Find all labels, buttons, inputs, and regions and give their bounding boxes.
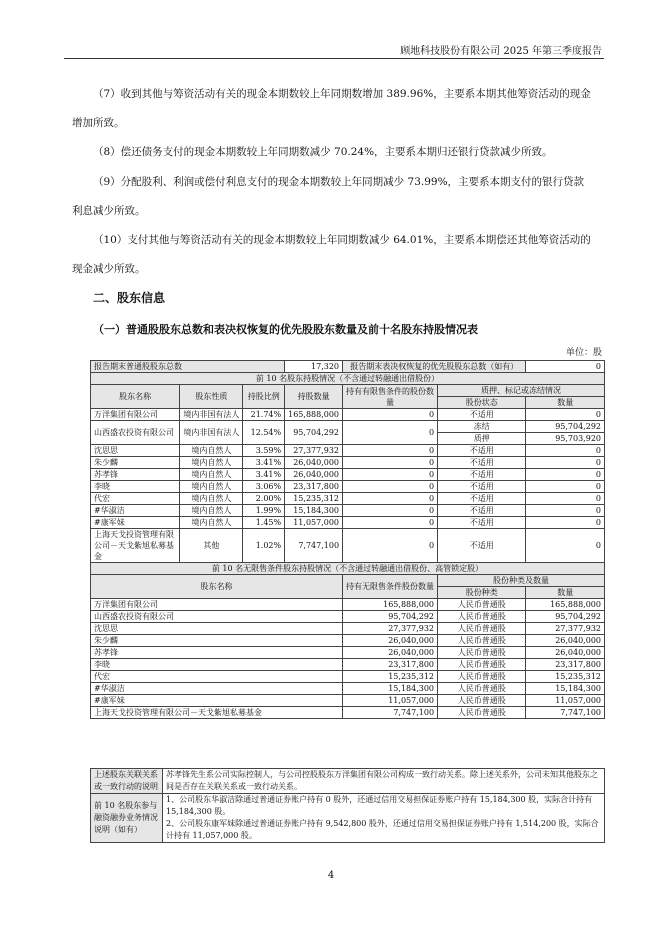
cell-nature: 境内自然人 (180, 505, 243, 517)
cell-nature: 境内非国有法人 (180, 409, 243, 421)
cell-name: 沈思思 (91, 623, 343, 635)
shareholder-table (90, 360, 605, 719)
cell-amount: 27,377,932 (285, 445, 343, 457)
cell-qty: 0 (526, 517, 605, 529)
cell-name: 万洋集团有限公司 (91, 409, 180, 421)
table-row (91, 695, 605, 707)
cell-nature: 境内自然人 (180, 469, 243, 481)
cell-status: 不适用 (438, 445, 526, 457)
cell-type: 人民币普通股 (438, 611, 526, 623)
cell-restricted: 0 (343, 421, 438, 445)
table-row (91, 623, 605, 635)
cell-ratio: 2.00% (243, 493, 285, 505)
cell-amount: 27,377,932 (343, 623, 438, 635)
total-shareholders-label: 报告期末普通股股东总数 (91, 361, 285, 373)
table-row (91, 469, 605, 481)
paragraph-8: （8）偿还债务支付的现金本期数较上年同期数减少 70.24%，主要系本期归还银行贷款减少所致。 (93, 146, 553, 158)
cell-qty: 15,184,300 (526, 683, 605, 695)
cell-name: 上海天戈投资管理有限公司－天戈紫旭私募基金 (91, 707, 343, 719)
table-row (91, 517, 605, 529)
table-row (91, 421, 605, 433)
cell-name: 朱少麟 (91, 457, 180, 469)
cell-amount: 11,057,000 (285, 517, 343, 529)
table-row (91, 505, 605, 517)
cell-restricted: 0 (343, 517, 438, 529)
cell-ratio: 21.74% (243, 409, 285, 421)
cell-type: 人民币普通股 (438, 635, 526, 647)
cell-ratio: 12.54% (243, 421, 285, 445)
cell-qty: 27,377,932 (526, 623, 605, 635)
col-amount: 持股数量 (285, 385, 343, 409)
table-row (91, 635, 605, 647)
cell-qty: 0 (526, 445, 605, 457)
cell-qty: 11,057,000 (526, 695, 605, 707)
cell-name: #华淑洁 (91, 505, 180, 517)
col-unrestricted-amount: 持有无限售条件股份数量 (343, 575, 438, 599)
cell-amount: 11,057,000 (343, 695, 438, 707)
cell-type: 人民币普通股 (438, 623, 526, 635)
cell-name: 上海天戈投资管理有限公司－天戈紫旭私募基金 (91, 529, 180, 563)
unit-label: 单位：股 (565, 348, 602, 358)
cell-name: #康军妹 (91, 695, 343, 707)
cell-status: 不适用 (438, 469, 526, 481)
cell-amount: 165,888,000 (285, 409, 343, 421)
table-row (91, 671, 605, 683)
cell-nature: 境内自然人 (180, 445, 243, 457)
cell-ratio: 3.06% (243, 481, 285, 493)
table-row (91, 457, 605, 469)
col-restricted: 持有有限售条件的股份数量 (343, 385, 438, 409)
cell-amount: 26,040,000 (343, 647, 438, 659)
col-qty: 数量 (526, 587, 605, 599)
total-shareholders-value: 17,320 (285, 361, 343, 373)
cell-amount: 26,040,000 (285, 457, 343, 469)
cell-qty: 26,040,000 (526, 647, 605, 659)
report-header: 顾地科技股份有限公司 2025 年第三季度报告 (400, 46, 602, 57)
unrestricted-header-row (91, 575, 605, 587)
cell-name: #华淑洁 (91, 683, 343, 695)
cell-amount: 15,235,312 (285, 493, 343, 505)
cell-amount: 15,235,312 (343, 671, 438, 683)
cell-name: 李晓 (91, 481, 180, 493)
cell-amount: 23,317,800 (285, 481, 343, 493)
cell-qty: 0 (526, 457, 605, 469)
header-rule (64, 58, 604, 59)
cell-amount: 26,040,000 (343, 635, 438, 647)
cell-status: 不适用 (438, 457, 526, 469)
cell-ratio: 1.45% (243, 517, 285, 529)
cell-qty: 7,747,100 (526, 707, 605, 719)
cell-nature: 其他 (180, 529, 243, 563)
notes-row-related (91, 769, 605, 794)
unrestricted-section-title: 前 10 名无限售条件股东持股情况（不含通过转融通出借股份、高管锁定股） (91, 563, 605, 575)
cell-restricted: 0 (343, 529, 438, 563)
cell-nature: 境内自然人 (180, 517, 243, 529)
cell-qty: 15,235,312 (526, 671, 605, 683)
cell-nature: 境内自然人 (180, 493, 243, 505)
paragraph-9: （9）分配股利、利润或偿付利息支付的现金本期数较上年同期减少 73.99%，主要系本期支付的银行贷款利息减少所致。 (72, 176, 585, 217)
cell-type: 人民币普通股 (438, 671, 526, 683)
paragraph-10: （10）支付其他与筹资活动有关的现金本期数较上年同期数减少 64.01%，主要系本期偿还其他筹资活动的现金减少所致。 (72, 234, 591, 275)
cell-restricted: 0 (343, 409, 438, 421)
cell-status: 不适用 (438, 517, 526, 529)
cell-status: 不适用 (438, 505, 526, 517)
cell-restricted: 0 (343, 469, 438, 481)
cell-amount: 23,317,800 (343, 659, 438, 671)
top10-header-row (91, 385, 605, 397)
cell-status: 不适用 (438, 409, 526, 421)
col-nature: 股东性质 (180, 385, 243, 409)
cell-qty: 0 (526, 529, 605, 563)
margin-label: 前 10 名股东参与融资融券业务情况说明（如有） (91, 794, 163, 843)
cell-amount: 95,704,292 (343, 611, 438, 623)
cell-status: 不适用 (438, 529, 526, 563)
table-row (91, 493, 605, 505)
cell-ratio: 3.41% (243, 469, 285, 481)
cell-status: 不适用 (438, 493, 526, 505)
cell-amount: 165,888,000 (343, 599, 438, 611)
cell-name: 代宏 (91, 493, 180, 505)
cell-restricted: 0 (343, 457, 438, 469)
cell-qty: 165,888,000 (526, 599, 605, 611)
cell-qty: 0 (526, 505, 605, 517)
cell-amount: 95,704,292 (285, 421, 343, 445)
col-ratio: 持股比例 (243, 385, 285, 409)
cell-ratio: 1.02% (243, 529, 285, 563)
cell-qty: 95,704,292 (526, 421, 605, 433)
table-row (91, 409, 605, 421)
cell-name: #康军妹 (91, 517, 180, 529)
cell-qty: 0 (526, 409, 605, 421)
cell-amount: 15,184,300 (343, 683, 438, 695)
cell-qty: 95,703,920 (526, 433, 605, 445)
unrestricted-section-header (91, 563, 605, 575)
page-number: 4 (327, 870, 335, 881)
related-text: 苏孝锋先生系公司实际控制人，与公司控股股东万洋集团有限公司构成一致行动关系。除上述关系外，公司未知其他股东之间是否存在关联关系或一致行动关系。 (163, 769, 605, 794)
cell-nature: 境内自然人 (180, 457, 243, 469)
col-kind: 股份种类及数量 (438, 575, 605, 587)
top10-section-header (91, 373, 605, 385)
cell-nature: 境内自然人 (180, 481, 243, 493)
cell-ratio: 3.41% (243, 457, 285, 469)
cell-amount: 7,747,100 (343, 707, 438, 719)
cell-restricted: 0 (343, 445, 438, 457)
cell-name: 朱少麟 (91, 635, 343, 647)
cell-name: 万洋集团有限公司 (91, 599, 343, 611)
table-row (91, 707, 605, 719)
cell-type: 人民币普通股 (438, 683, 526, 695)
cell-name: 山西盛农投资有限公司 (91, 611, 343, 623)
cell-type: 人民币普通股 (438, 659, 526, 671)
cell-restricted: 0 (343, 481, 438, 493)
cell-name: 苏孝锋 (91, 647, 343, 659)
related-label: 上述股东关联关系或一致行动的说明 (91, 769, 163, 794)
cell-ratio: 3.59% (243, 445, 285, 457)
cell-status: 质押 (438, 433, 526, 445)
table-row (91, 529, 605, 563)
cell-type: 人民币普通股 (438, 599, 526, 611)
col-name: 股东名称 (91, 575, 343, 599)
subsection-title: （一）普通股股东总数和表决权恢复的优先股股东数量及前十名股东持股情况表 (93, 323, 478, 336)
cell-status: 不适用 (438, 481, 526, 493)
cell-qty: 0 (526, 493, 605, 505)
col-qty: 数量 (526, 397, 605, 409)
table-row (91, 659, 605, 671)
cell-amount: 15,184,300 (285, 505, 343, 517)
col-status: 股份状态 (438, 397, 526, 409)
notes-table (90, 768, 605, 843)
cell-type: 人民币普通股 (438, 695, 526, 707)
cell-type: 人民币普通股 (438, 647, 526, 659)
table-row (91, 481, 605, 493)
table-row (91, 599, 605, 611)
margin-text-1: 1、公司股东华淑洁除通过普通证券账户持有 0 股外，还通过信用交易担保证券账户持有 15,184,300 股，实际合计持有 15,184,300 股。 (166, 795, 593, 816)
cell-name: 代宏 (91, 671, 343, 683)
table-row (91, 683, 605, 695)
summary-row (91, 361, 605, 373)
cell-qty: 26,040,000 (526, 635, 605, 647)
table-row (91, 611, 605, 623)
cell-qty: 23,317,800 (526, 659, 605, 671)
cell-amount: 26,040,000 (285, 469, 343, 481)
section-title: 二、股东信息 (93, 291, 166, 305)
cell-name: 山西盛农投资有限公司 (91, 421, 180, 445)
col-name: 股东名称 (91, 385, 180, 409)
table-row (91, 445, 605, 457)
notes-row-margin (91, 794, 605, 843)
cell-restricted: 0 (343, 493, 438, 505)
cell-ratio: 1.99% (243, 505, 285, 517)
cell-name: 李晓 (91, 659, 343, 671)
cell-name: 苏孝锋 (91, 469, 180, 481)
cell-restricted: 0 (343, 505, 438, 517)
cell-type: 人民币普通股 (438, 707, 526, 719)
col-pledge: 质押、标记或冻结情况 (438, 385, 605, 397)
table-row (91, 647, 605, 659)
cell-qty: 95,704,292 (526, 611, 605, 623)
margin-text-2: 2、公司股东康军妹除通过普通证券账户持有 9,542,800 股外，还通过信用交易担保证券账户持有 1,514,200 股，实际合计持有 11,057,000 股。 (166, 819, 599, 840)
preferred-shareholders-value: 0 (526, 361, 605, 373)
margin-text (163, 794, 605, 843)
col-type: 股份种类 (438, 587, 526, 599)
top10-section-title: 前 10 名股东持股情况（不含通过转融通出借股份） (91, 373, 605, 385)
cell-status: 冻结 (438, 421, 526, 433)
cell-nature: 境内非国有法人 (180, 421, 243, 445)
cell-qty: 0 (526, 481, 605, 493)
cell-name: 沈思思 (91, 445, 180, 457)
cell-qty: 0 (526, 469, 605, 481)
paragraph-7: （7）收到其他与筹资活动有关的现金本期数较上年同期数增加 389.96%，主要系本期其他筹资活动的现金增加所致。 (72, 88, 591, 129)
preferred-shareholders-label: 报告期末表决权恢复的优先股股东总数（如有） (343, 361, 526, 373)
cell-amount: 7,747,100 (285, 529, 343, 563)
